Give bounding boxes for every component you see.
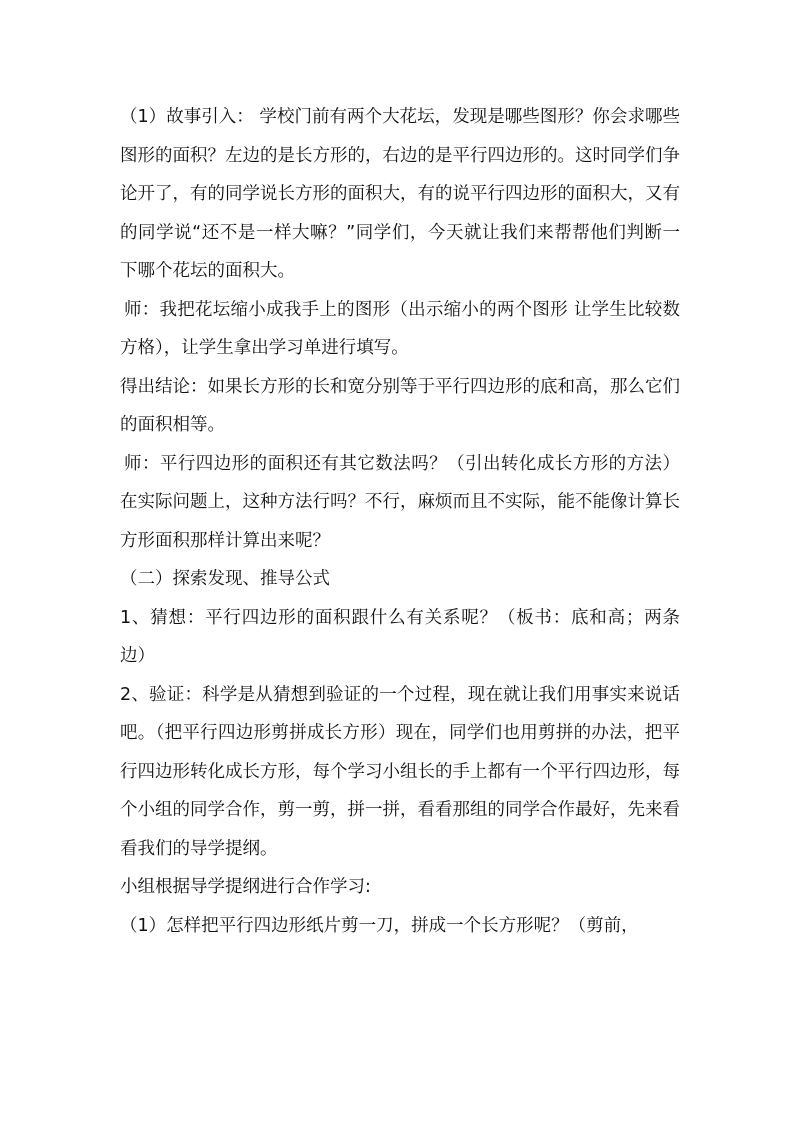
section-heading-explore: （二）探索发现、推导公式 (120, 569, 330, 589)
document-body (120, 98, 680, 945)
paragraph-guess: 1、猜想：平行四边形的面积跟什么有关系呢？（板书：底和高；两条边） (120, 607, 680, 666)
paragraph-conclusion: 得出结论：如果长方形的长和宽分别等于平行四边形的底和高，那么它们的面积相等。 (120, 376, 680, 435)
paragraph-verify: 2、验证：科学是从猜想到验证的一个过程，现在就让我们用事实来说话吧。（把平行四边形剪拼成长方形）现在，同学们也用剪拼的办法，把平行四边形转化成长方形，每个学习小组长的手上都有一个平行四边形，每个小组的同学合作，剪一剪，拼一拼，看看那组的同学合作最好，先来看看我们的导学提纲。 (120, 684, 680, 859)
paragraph-group-study: 小组根据导学提纲进行合作学习: (120, 877, 371, 897)
paragraph-teacher-shrink: 师：我把花坛缩小成我手上的图形（出示缩小的两个图形 让学生比较数方格），让学生拿出学习单进行填写。 (120, 299, 680, 358)
paragraph-teacher-other-method: 师：平行四边形的面积还有其它数法吗？（引出转化成长方形的方法）在实际问题上，这种方法行吗？不行，麻烦而且不实际，能不能像计算长方形面积那样计算出来呢？ (120, 453, 680, 551)
paragraph-story-intro: （1）故事引入： 学校门前有两个大花坛，发现是哪些图形？你会求哪些图形的面积？左边的是长方形的，右边的是平行四边形的。这时同学们争论开了，有的同学说长方形的面积大，有的说平行四边形的面积大，又有的同学说“还不是一样大嘛？”同学们，今天就让我们来帮帮他们判断一下哪个花坛的面积大。 (120, 107, 680, 281)
paragraph-question-1: （1）怎样把平行四边形纸片剪一刀，拼成一个长方形呢？（剪前， (120, 915, 639, 936)
